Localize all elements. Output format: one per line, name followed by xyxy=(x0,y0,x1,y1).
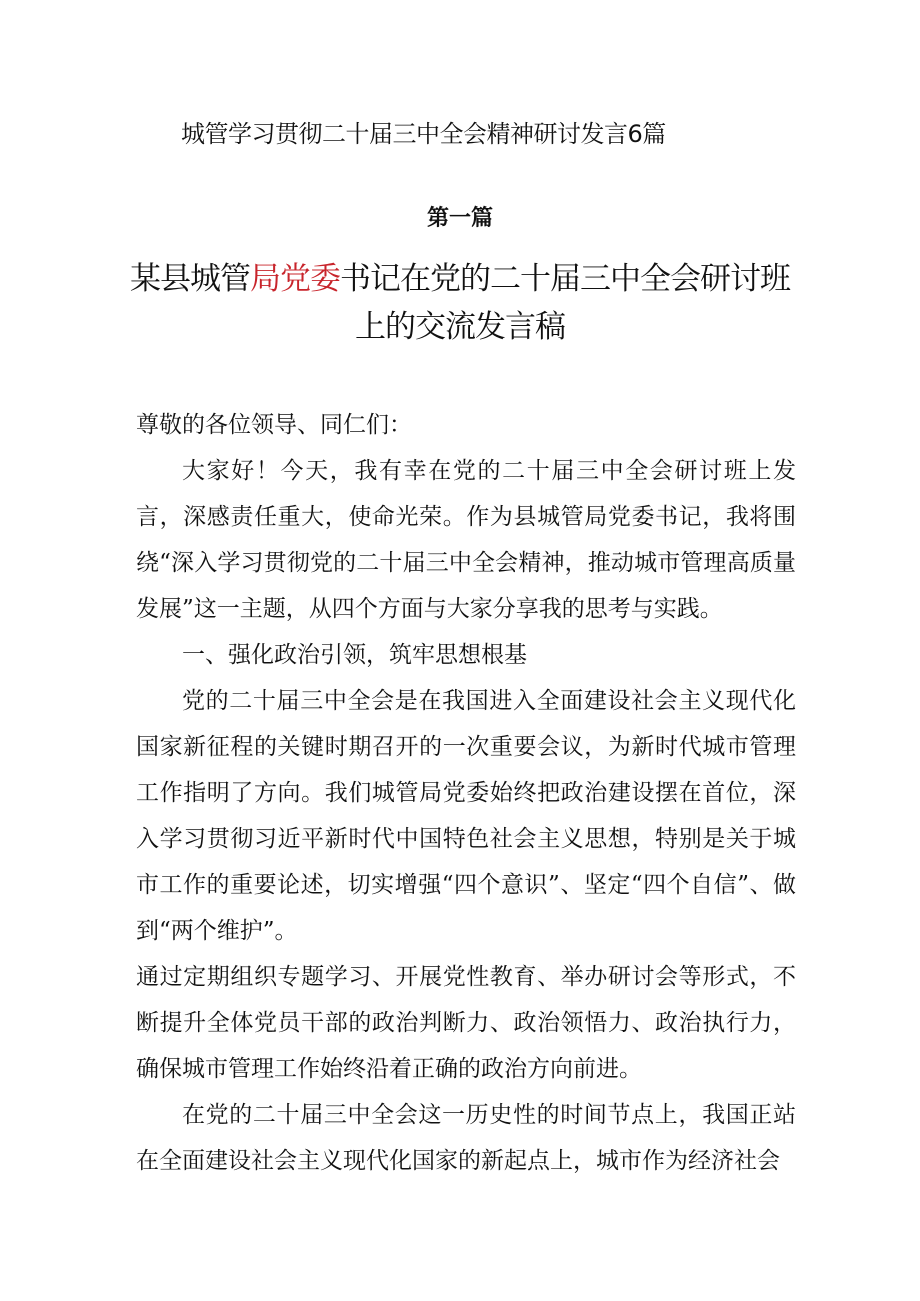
document-title: 城管学习贯彻二十届三中全会精神研讨发言6篇 xyxy=(181,120,666,148)
paragraph-section-1-continued: 通过定期组织专题学习、开展党性教育、举办研讨会等形式，不断提升全体党员干部的政治判断力、政治领悟力、政治执行力，确保城市管理工作始终沿着正确的政治方向前进。 xyxy=(136,964,796,1082)
speech-title-suffix: 书记在党的二十届三中全会研讨班 xyxy=(340,261,790,297)
section-heading-1: 一、强化政治引领，筑牢思想根基 xyxy=(182,642,527,668)
speech-title-highlight: 局党委 xyxy=(250,261,340,297)
paragraph-section-1: 党的二十届三中全会是在我国进入全面建设社会主义现代化国家新征程的关键时期召开的一次重要会议，为新时代城市管理工作指明了方向。我们城管局党委始终把政治建设摆在首位，深入学习贯彻习近平新时代中国特色社会主义思想，特别是关于城市工作的重要论述，切实增强“四个意识”、坚定“四个自信”、做到“两个维护”。 xyxy=(136,688,796,944)
speech-body xyxy=(136,402,796,1184)
paragraph-historic-moment: 在党的二十届三中全会这一历史性的时间节点上，我国正站在全面建设社会主义现代化国家的新起点上，城市作为经济社会 xyxy=(136,1102,796,1174)
speech-title-prefix: 某县城管 xyxy=(130,261,250,297)
speech-title-line-1 xyxy=(0,253,920,298)
speech-title-line-2: 上的交流发言稿 xyxy=(355,309,565,345)
paragraph-opening: 大家好！今天，我有幸在党的二十届三中全会研讨班上发言，深感责任重大，使命光荣。作为县城管局党委书记，我将围绕“深入学习贯彻党的二十届三中全会精神，推动城市管理高质量发展”这一主题，从四个方面与大家分享我的思考与实践。 xyxy=(136,458,796,622)
salutation: 尊敬的各位领导、同仁们： xyxy=(136,412,412,438)
part-label: 第一篇 xyxy=(426,206,493,231)
